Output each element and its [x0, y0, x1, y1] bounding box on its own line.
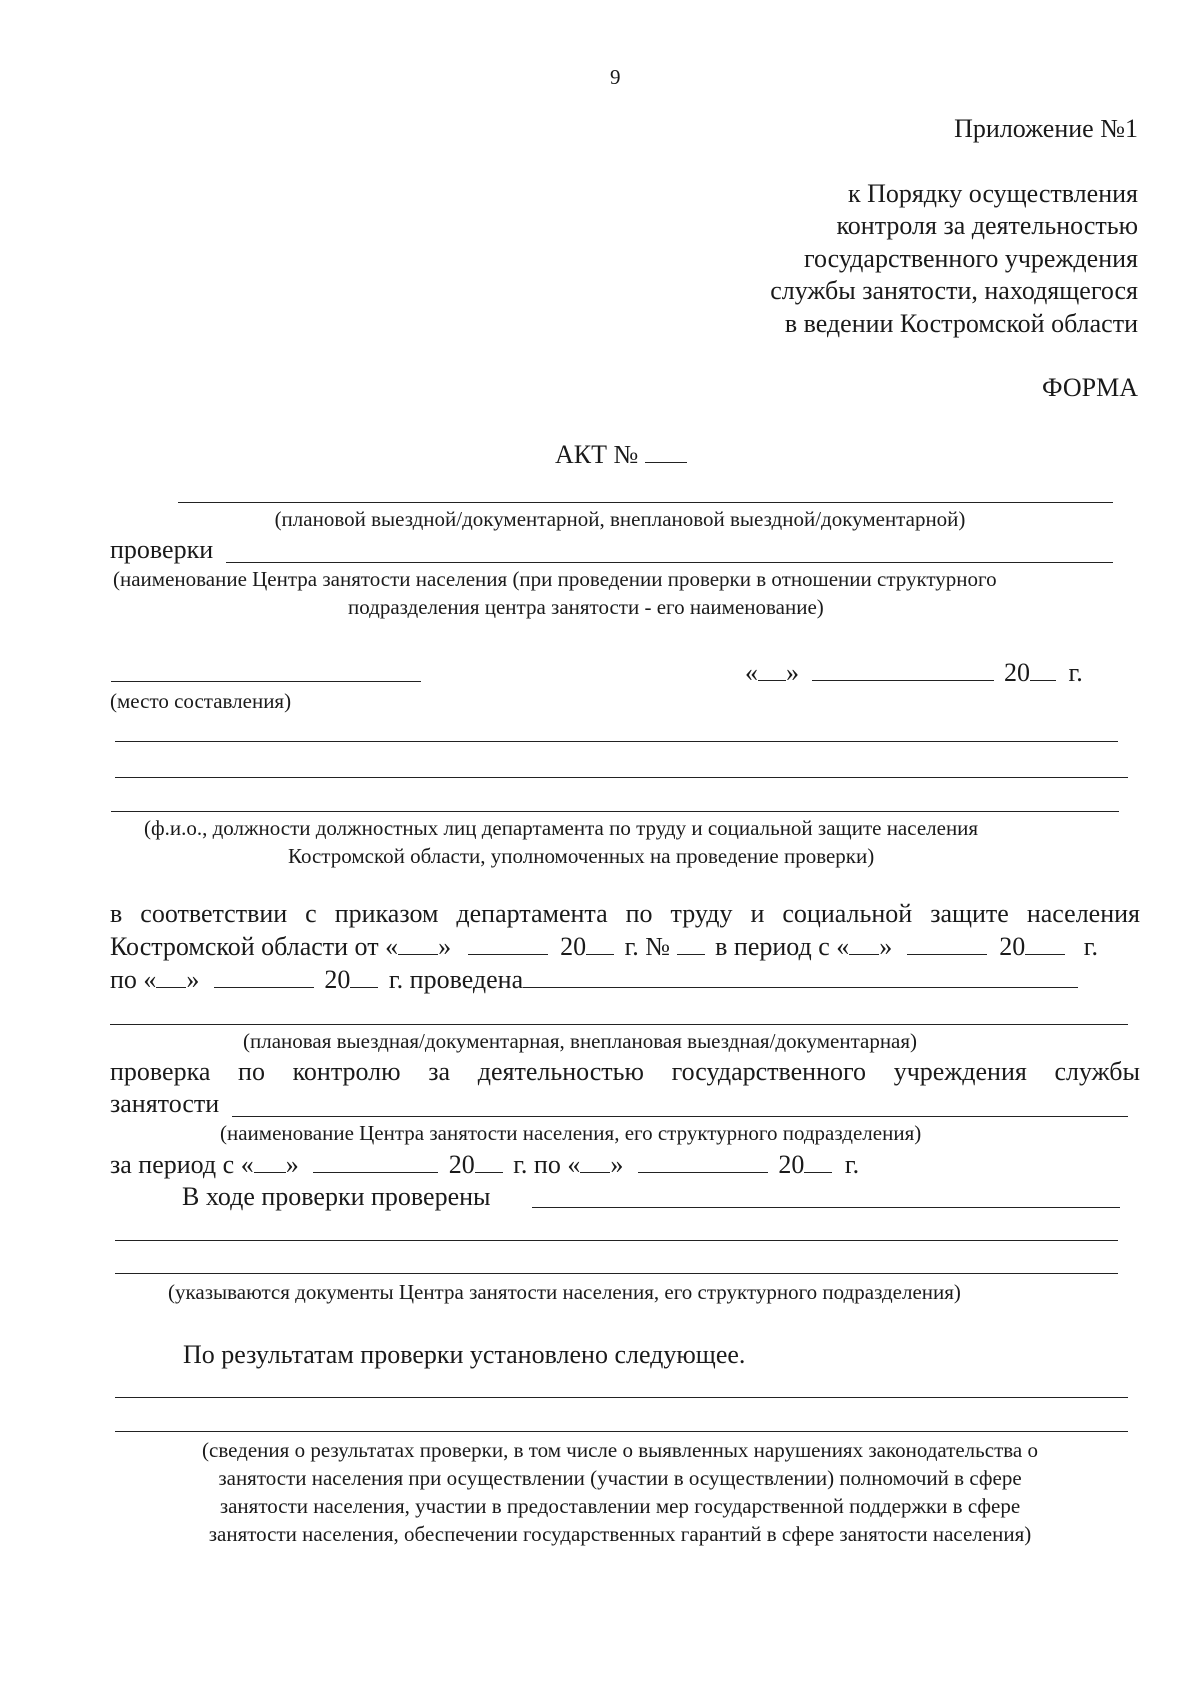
- results-field-2[interactable]: [115, 1431, 1128, 1432]
- order-year-field[interactable]: [586, 930, 614, 955]
- center-caption-2: (наименование Центра занятости населения, его структурного подразделения): [220, 1121, 922, 1145]
- check-type-field[interactable]: [178, 502, 1113, 503]
- officials-field-3[interactable]: [111, 811, 1119, 812]
- center-name-field[interactable]: [226, 562, 1113, 563]
- officials-field-1[interactable]: [115, 741, 1118, 742]
- order-line-1: в соответствии с приказом департамента по труду и социальной защите населения: [110, 899, 1140, 928]
- period-line: за период с « » 20 г. по « » 20 г.: [110, 1150, 860, 1179]
- results-caption: занятости населения, обеспечении государственных гарантий в сфере занятости населения): [208, 1522, 1032, 1546]
- form-label: ФОРМА: [1042, 373, 1138, 402]
- center-caption: подразделения центра занятости - его наименование): [348, 595, 824, 619]
- period-end-day-field[interactable]: [156, 963, 186, 988]
- results-caption: занятости населения, участии в предоставлении мер государственной поддержки в сфере: [219, 1494, 1021, 1518]
- period-start-day-field[interactable]: [849, 930, 879, 955]
- review-end-day-field[interactable]: [580, 1148, 610, 1173]
- review-start-day-field[interactable]: [254, 1148, 286, 1173]
- conducted-type-field[interactable]: [523, 963, 1078, 988]
- results-label: По результатам проверки установлено следующее.: [183, 1340, 746, 1369]
- act-date: « » 20 г.: [745, 658, 1083, 687]
- officials-caption: (ф.и.о., должности должностных лиц департамента по труду и социальной защите населения: [144, 816, 979, 840]
- appendix-line: контроля за деятельностью: [836, 211, 1138, 240]
- results-field-1[interactable]: [115, 1397, 1128, 1398]
- results-caption: занятости населения при осуществлении (участии в осуществлении) полномочий в сфере: [218, 1466, 1022, 1490]
- docs-caption: (указываются документы Центра занятости населения, его структурного подразделения): [168, 1280, 961, 1304]
- type-caption: (плановая выездная/документарная, внеплановая выездная/документарная): [243, 1029, 918, 1053]
- appendix-title: Приложение №1: [954, 114, 1138, 143]
- control-line-1: проверка по контролю за деятельностью государственного учреждения службы: [110, 1057, 1140, 1086]
- order-number-field[interactable]: [677, 930, 705, 955]
- period-start-month-field[interactable]: [907, 930, 987, 955]
- period-start-year-field[interactable]: [1025, 930, 1065, 955]
- center-caption: (наименование Центра занятости населения (при проведении проверки в отношении структурного: [113, 567, 997, 591]
- appendix-line: службы занятости, находящегося: [770, 276, 1138, 305]
- order-line-2: Костромской области от « » 20 г. № в период с « » 20 г.: [110, 932, 1099, 961]
- act-number-field[interactable]: [645, 438, 687, 463]
- review-start-month-field[interactable]: [313, 1148, 438, 1173]
- control-line-2: занятости: [110, 1089, 220, 1118]
- page-number: 9: [610, 65, 621, 89]
- order-month-field[interactable]: [468, 930, 548, 955]
- check-word: проверки: [110, 535, 214, 564]
- period-end-month-field[interactable]: [214, 963, 314, 988]
- period-end-year-field[interactable]: [350, 963, 378, 988]
- appendix-line: в ведении Костромской области: [784, 309, 1138, 338]
- inspected-center-field[interactable]: [232, 1116, 1128, 1117]
- officials-caption: Костромской области, уполномоченных на проведение проверки): [288, 844, 875, 868]
- checked-docs-field-3[interactable]: [115, 1273, 1118, 1274]
- order-day-field[interactable]: [398, 930, 438, 955]
- check-type-caption: (плановой выездной/документарной, внеплановой выездной/документарной): [274, 507, 966, 531]
- checked-docs-field-1[interactable]: [532, 1207, 1120, 1208]
- review-end-month-field[interactable]: [638, 1148, 768, 1173]
- act-title: [555, 438, 687, 471]
- place-field[interactable]: [111, 681, 421, 682]
- checked-label: В ходе проверки проверены: [182, 1182, 491, 1211]
- month-field[interactable]: [812, 656, 994, 681]
- review-start-year-field[interactable]: [475, 1148, 503, 1173]
- review-end-year-field[interactable]: [804, 1148, 832, 1173]
- officials-field-2[interactable]: [115, 777, 1128, 778]
- act-title-text: АКТ №: [555, 440, 639, 469]
- place-caption: (место составления): [110, 689, 292, 713]
- checked-docs-field-2[interactable]: [115, 1240, 1118, 1241]
- check-type-field-2[interactable]: [110, 1024, 1128, 1025]
- order-line-3: по « » 20 г. проведена: [110, 963, 1078, 996]
- day-field[interactable]: [758, 656, 786, 681]
- results-caption: (сведения о результатах проверки, в том числе о выявленных нарушениях законодательства о: [202, 1438, 1038, 1462]
- year-field[interactable]: [1030, 656, 1056, 681]
- appendix-line: к Порядку осуществления: [847, 179, 1138, 208]
- appendix-line: государственного учреждения: [803, 244, 1138, 273]
